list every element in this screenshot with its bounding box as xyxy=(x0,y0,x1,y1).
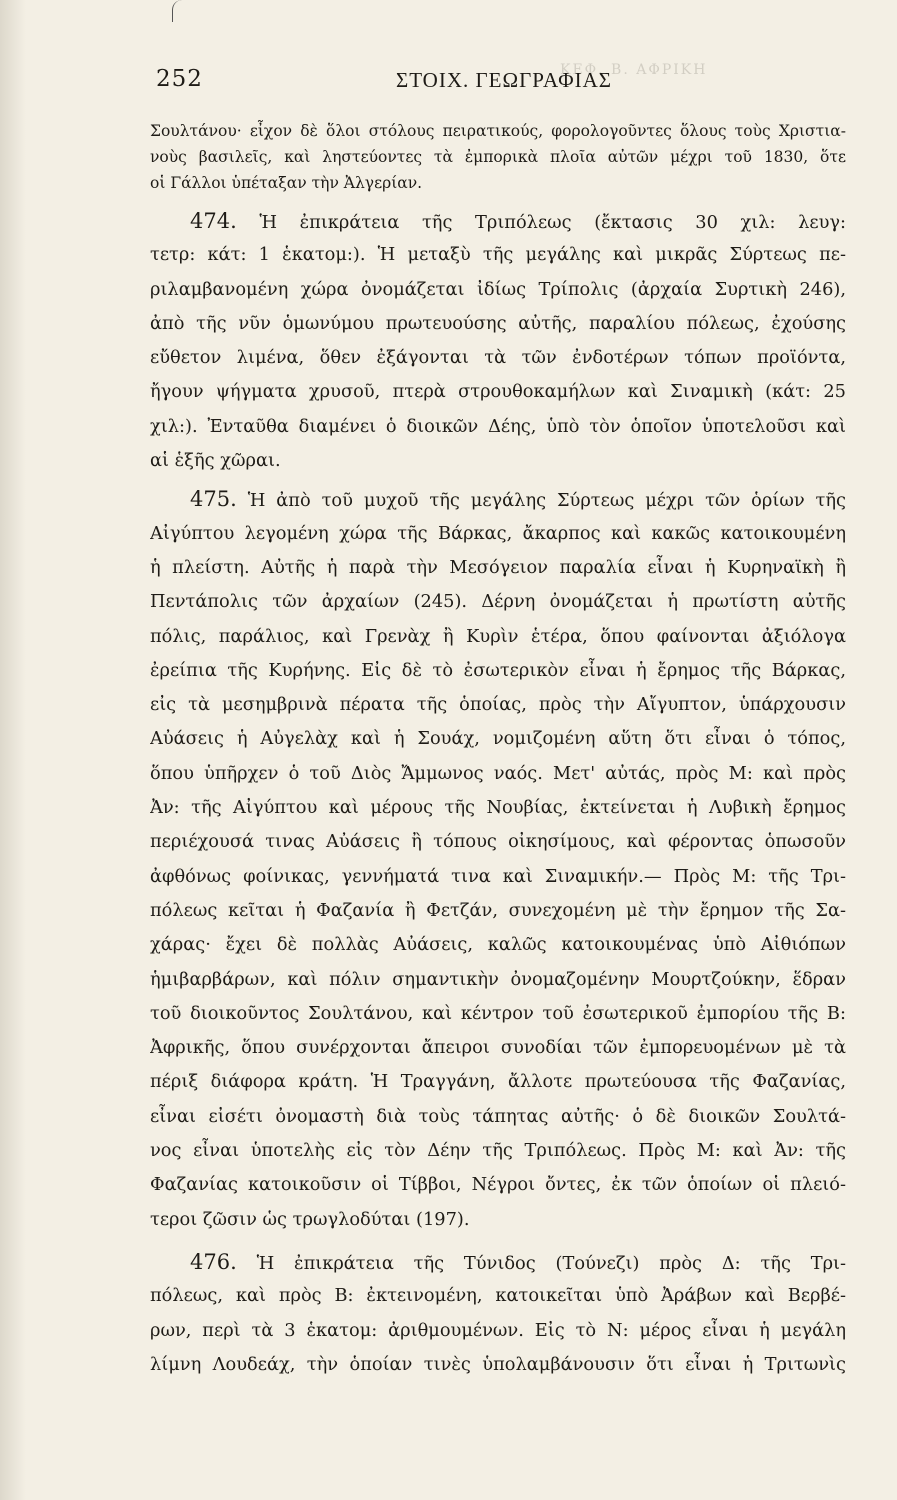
section-number: 474. xyxy=(190,209,237,233)
text-line: Ἀν: τῆς Αἰγύπτου καὶ μέρους τῆς Νουβίας, ἐκτείνεται ἡ Λυβικὴ ἔρημος xyxy=(150,797,846,819)
running-title: ΣΤΟΙΧ. ΓΕΩΓΡΑΦΙΑΣ xyxy=(396,68,613,92)
text-line: λίμνη Λουδεάχ, τὴν ὁποίαν τινὲς ὑπολαμβάνουσιν ὅτι εἶναι ἡ Τριτωνὶς xyxy=(150,1353,846,1375)
text-line: Πεντάπολις τῶν ἀρχαίων (245). Δέρνη ὀνομάζεται ἡ πρωτίστη αὐτῆς xyxy=(150,591,846,613)
text-line: τετρ: κάτ: 1 ἑκατομ:). Ἡ μεταξὺ τῆς μεγάλης καὶ μικρᾶς Σύρτεως πε- xyxy=(150,244,846,266)
section-number: 475. xyxy=(190,487,237,512)
text-line: 476. Ἡ ἐπικράτεια τῆς Τύνιδος (Τούνεζι) πρὸς Δ: τῆς Τρι- xyxy=(190,1249,846,1274)
show-through-text: ΚΕΦ. Β. ΑΦΡΙΚΗ xyxy=(560,62,708,78)
text-line: ὅπου ὑπῆρχεν ὁ τοῦ Διὸς Ἄμμωνος ναός. Μετ' αὐτάς, πρὸς Μ: καὶ πρὸς xyxy=(150,762,846,784)
text-line: ἀφθόνως φοίνικας, γεννήματά τινα καὶ Σιναμικήν.— Πρὸς Μ: τῆς Τρι- xyxy=(150,865,846,887)
ink-mark xyxy=(172,0,191,22)
text-line: ἀπὸ τῆς νῦν ὁμωνύμου πρωτευούσης αὐτῆς, παραλίου πόλεως, ἐχούσης xyxy=(150,312,846,334)
text-line: 475. Ἡ ἀπὸ τοῦ μυχοῦ τῆς μεγάλης Σύρτεως μέχρι τῶν ὁρίων τῆς xyxy=(190,487,846,512)
text-line: πόλις, παράλιος, καὶ Γρενὰχ ἢ Κυρὶν ἑτέρα, ὅπου φαίνονται ἀξιόλογα xyxy=(150,625,846,647)
text-line: τοῦ διοικοῦντος Σουλτάνου, καὶ κέντρον τοῦ ἐσωτερικοῦ ἐμπορίου τῆς Β: xyxy=(150,1002,846,1024)
text-line: Αὐάσεις ἡ Αὐγελὰχ καὶ ἡ Σουάχ, νομιζομένη αὕτη ὅτι εἶναι ὁ τόπος, xyxy=(150,728,846,750)
text-line: τεροι ζῶσιν ὡς τρωγλοδύται (197). xyxy=(150,1208,470,1230)
text-line: πόλεως κεῖται ἡ Φαζανία ἢ Φετζάν, συνεχομένη μὲ τὴν ἔρημον τῆς Σα- xyxy=(150,899,846,921)
page-header xyxy=(156,66,846,100)
text-line: αἱ ἑξῆς χῶραι. xyxy=(150,450,281,472)
intro-paragraph xyxy=(150,118,846,196)
text-line: νοὺς βασιλεῖς, καὶ ληστεύοντες τὰ ἐμπορικὰ πλοῖα αὐτῶν μέχρι τοῦ 1830, ὅτε xyxy=(150,148,846,166)
text-line: πέριξ διάφορα κράτη. Ἡ Τραγγάνη, ἄλλοτε πρωτεύουσα τῆς Φαζανίας, xyxy=(150,1071,846,1093)
text-line: περιέχουσά τινας Αὐάσεις ἢ τόπους οἰκησίμους, καὶ φέροντας ὁπωσοῦν xyxy=(150,831,846,853)
text-line: εἶναι εἰσέτι ὀνομαστὴ διὰ τοὺς τάπητας αὐτῆς· ὁ δὲ διοικῶν Σουλτά- xyxy=(150,1105,846,1127)
section-476 xyxy=(150,1245,846,1382)
text-line: Ἀφρικῆς, ὅπου συνέρχονται ἄπειροι συνοδίαι τῶν ἐμπορευομένων μὲ τὰ xyxy=(150,1037,846,1059)
page-body xyxy=(150,118,846,1382)
text-line: πόλεως, καὶ πρὸς Β: ἐκτεινομένη, κατοικεῖται ὑπὸ Ἀράβων καὶ Βερβέ- xyxy=(150,1285,846,1307)
text-line: χάρας· ἔχει δὲ πολλὰς Αὐάσεις, καλῶς κατοικουμένας ὑπὸ Αἰθιόπων xyxy=(150,934,846,956)
text-line: Σουλτάνου· εἶχον δὲ ὅλοι στόλους πειρατικούς, φορολογοῦντες ὅλους τοὺς Χριστια- xyxy=(150,122,846,140)
text-line: εἰς τὰ μεσημβρινὰ πέρατα τῆς ὁποίας, πρὸς τὴν Αἴγυπτον, ὑπάρχουσιν xyxy=(150,694,846,716)
page-number: 252 xyxy=(156,66,203,92)
text-line: ἡμιβαρβάρων, καὶ πόλιν σημαντικὴν ὀνομαζομένην Μουρτζούκην, ἕδραν xyxy=(150,968,846,990)
page-fold-shadow xyxy=(0,0,26,1500)
text-line: ἤγουν ψήγματα χρυσοῦ, πτερὰ στρουθοκαμήλων καὶ Σιναμικὴ (κάτ: 25 xyxy=(150,381,846,403)
text-line: νος εἶναι ὑποτελὴς εἰς τὸν Δέην τῆς Τριπόλεως. Πρὸς Μ: καὶ Ἀν: τῆς xyxy=(150,1140,846,1162)
text-line: χιλ:). Ἐνταῦθα διαμένει ὁ διοικῶν Δέης, ὑπὸ τὸν ὁποῖον ὑποτελοῦσι καὶ xyxy=(150,415,846,437)
section-number: 476. xyxy=(190,1249,237,1274)
text-line: ἡ πλείστη. Αὐτῆς ἡ παρὰ τὴν Μεσόγειον παραλία εἶναι ἡ Κυρηναϊκὴ ἢ xyxy=(150,556,846,578)
text-line: Αἰγύπτου λεγομένη χώρα τῆς Βάρκας, ἄκαρπος καὶ κακῶς κατοικουμένη xyxy=(150,522,846,544)
text-line: οἱ Γάλλοι ὑπέταξαν τὴν Ἀλγερίαν. xyxy=(150,174,423,192)
text-line: εὔθετον λιμένα, ὅθεν ἐξάγονται τὰ τῶν ἐνδοτέρων τόπων προϊόντα, xyxy=(150,347,846,369)
text-line: ἐρείπια τῆς Κυρήνης. Εἰς δὲ τὸ ἐσωτερικὸν εἶναι ἡ ἔρημος τῆς Βάρκας, xyxy=(150,659,846,681)
text-line: 474. Ἡ ἐπικράτεια τῆς Τριπόλεως (ἔκτασις 30 χιλ: λευγ: xyxy=(190,209,846,233)
text-line: ριλαμβανομένη χώρα ὀνομάζεται ἰδίως Τρίπολις (ἀρχαία Συρτικὴ 246), xyxy=(150,278,846,300)
text-line: ρων, περὶ τὰ 3 ἑκατομ: ἀριθμουμένων. Εἰς τὸ Ν: μέρος εἶναι ἡ μεγάλη xyxy=(150,1319,846,1341)
section-474 xyxy=(150,204,846,478)
text-line: Φαζανίας κατοικοῦσιν οἱ Τίββοι, Νέγροι ὄντες, ἐκ τῶν ὁποίων οἱ πλειό- xyxy=(150,1174,846,1196)
section-475 xyxy=(150,482,846,1237)
